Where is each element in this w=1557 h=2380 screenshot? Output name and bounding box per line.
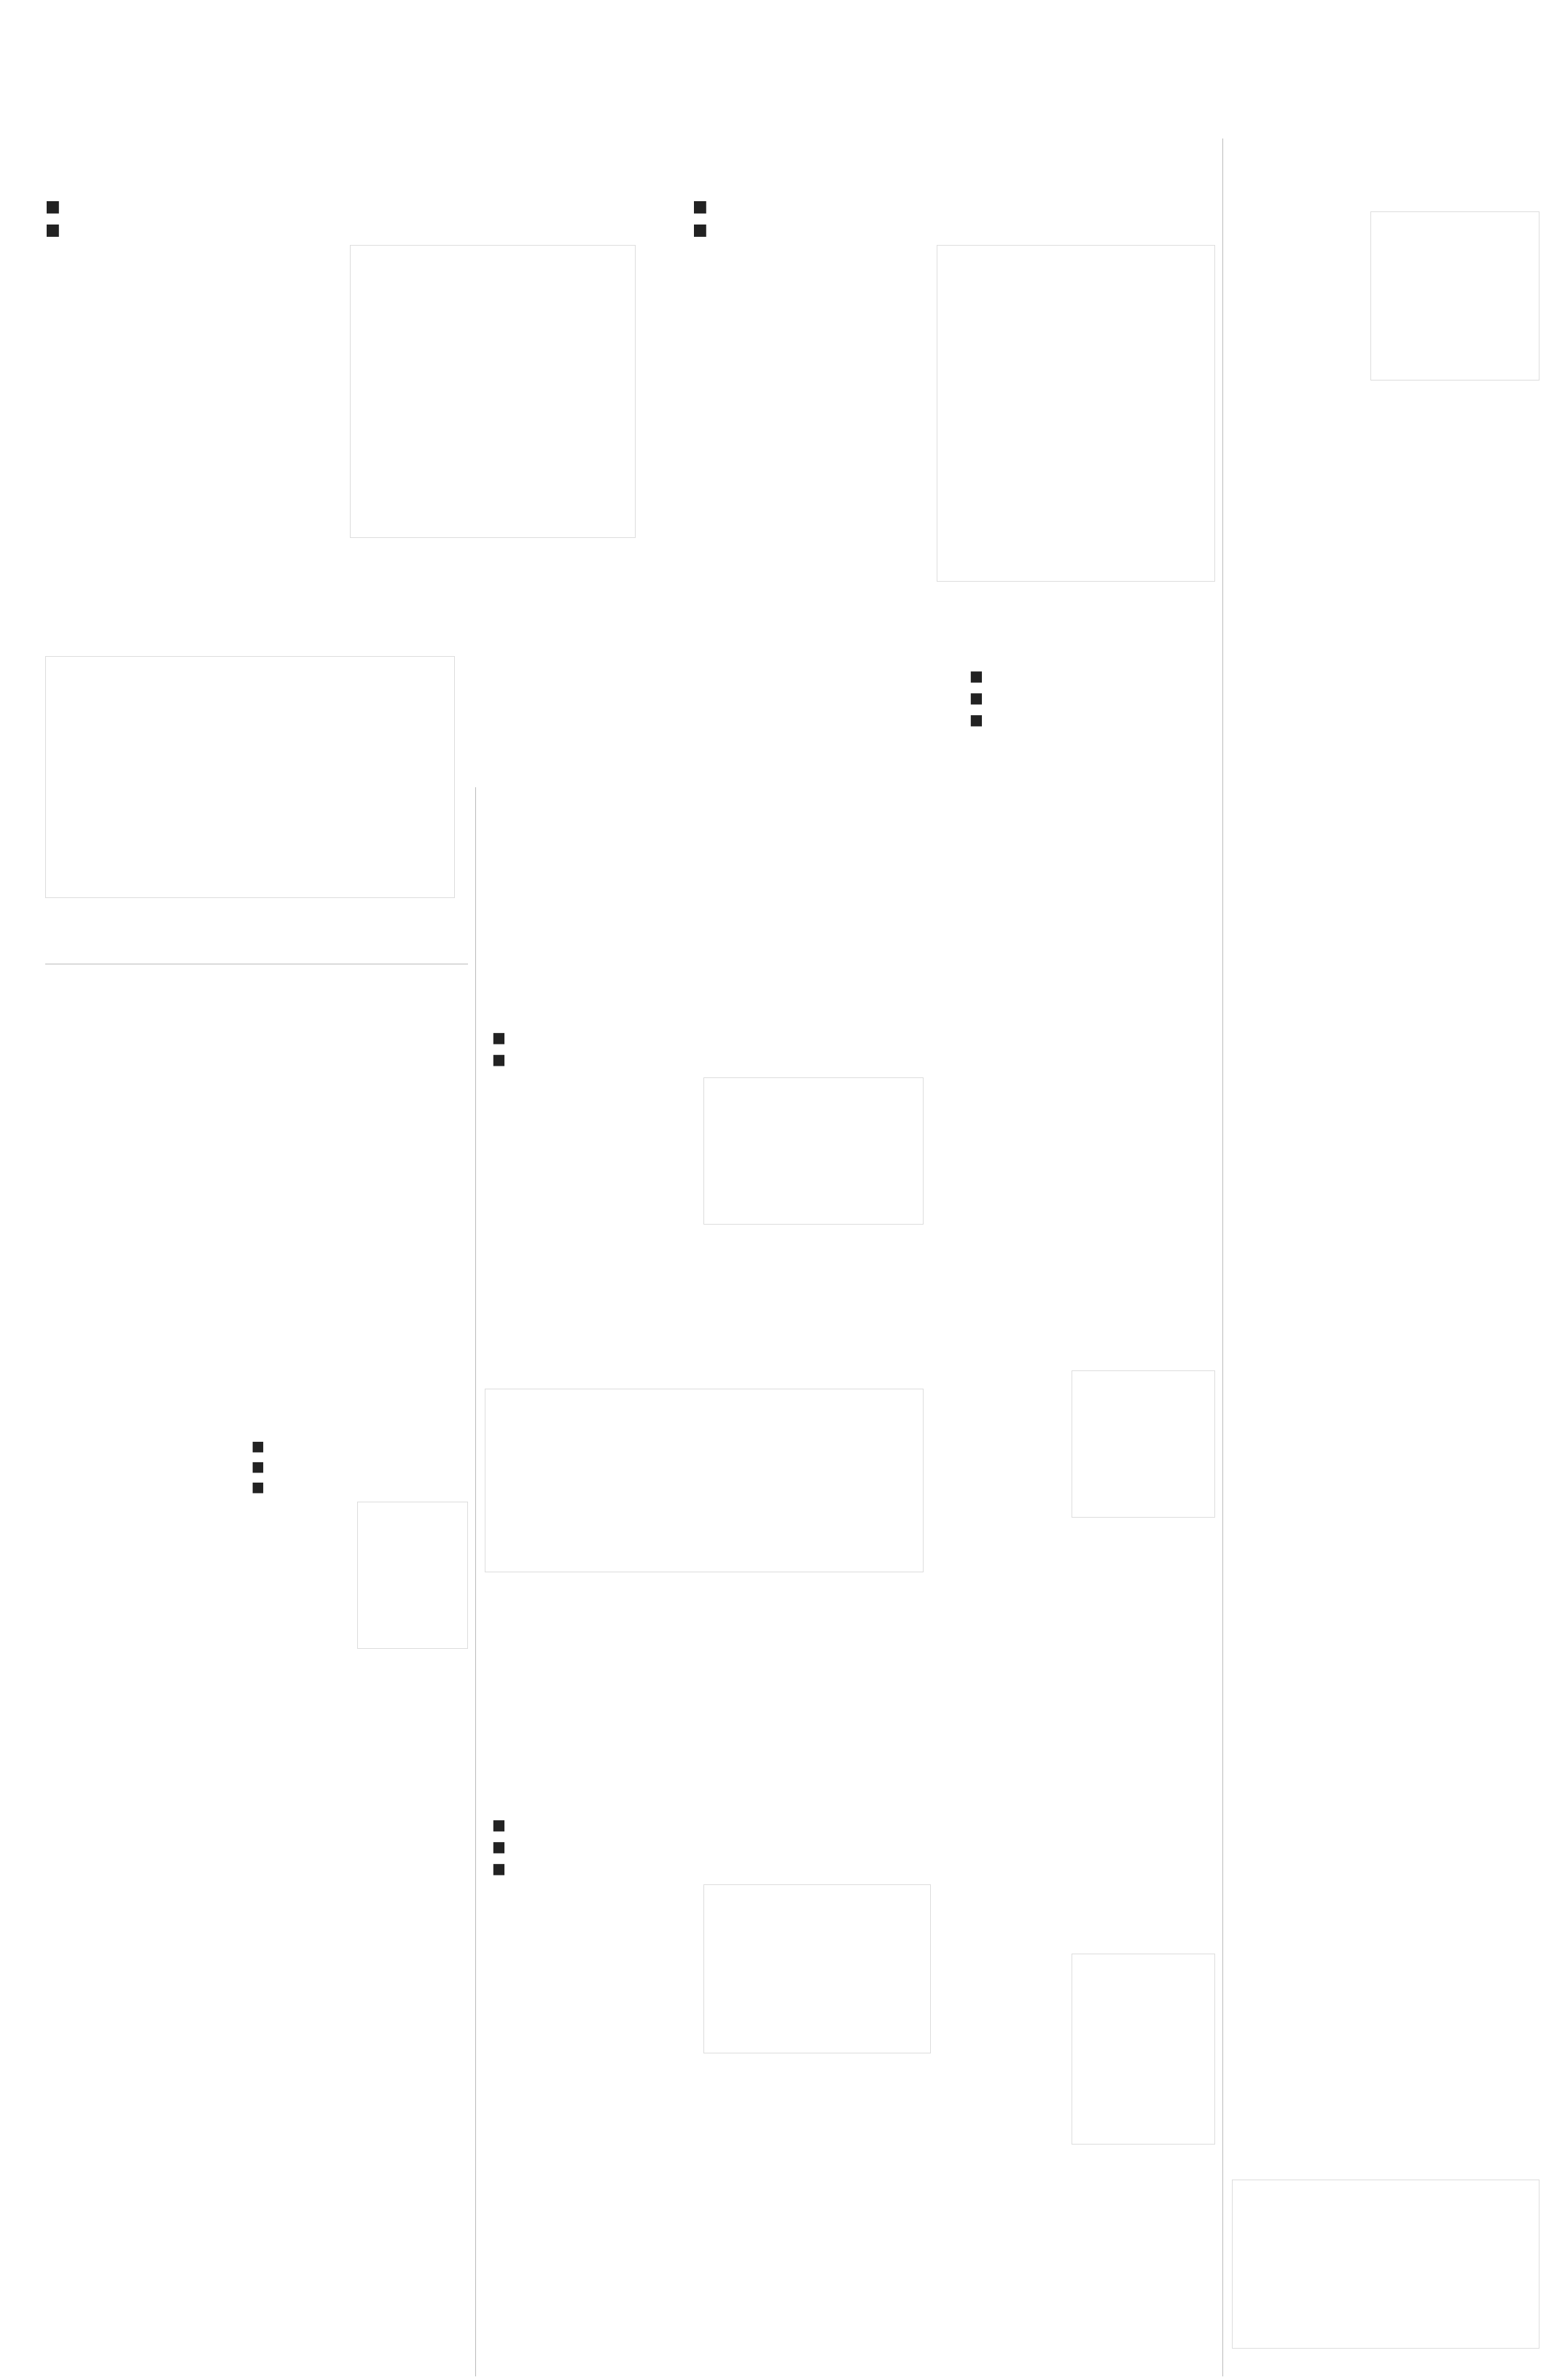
functions-body	[45, 2194, 468, 2285]
goshala-body	[685, 245, 926, 653]
brief-body	[1232, 2048, 1538, 2172]
right-top-photo	[1370, 211, 1540, 381]
fever-bullets	[251, 1436, 470, 1497]
govt-school-body	[485, 1077, 696, 1325]
right-top-body	[1232, 211, 1363, 430]
brief-body	[1232, 764, 1538, 902]
fever-bullet	[251, 1436, 470, 1456]
lead-bullet	[45, 219, 512, 242]
tati-photo	[1072, 1954, 1215, 2145]
dadi-photo	[703, 1884, 931, 2053]
dadi-bullet	[492, 1857, 929, 1879]
bottom-right-photo	[1232, 2180, 1540, 2349]
right-top-body-cont	[1232, 437, 1538, 671]
govt-school-bullet	[492, 1048, 784, 1070]
govt-school-bullet	[492, 1026, 784, 1048]
goshala-body-cont	[937, 583, 1214, 656]
apoorva-photo	[485, 1389, 924, 1572]
goshala-bullet	[692, 195, 1057, 219]
centre-body	[485, 835, 922, 959]
dadi-bullet	[492, 1835, 929, 1857]
goshala-bullet	[692, 219, 1057, 242]
fever-photo	[357, 1502, 468, 1649]
fever-body	[45, 1502, 242, 1881]
dadi-bullets	[492, 1814, 929, 1879]
banner-body	[922, 733, 1214, 813]
brief-body	[1232, 1542, 1538, 1680]
lead-photo	[350, 245, 636, 538]
nampally-body-cont	[933, 1542, 1214, 1881]
column-divider	[1222, 138, 1223, 2376]
lead-body	[45, 245, 344, 653]
column-divider	[475, 787, 476, 2376]
yadava-body	[933, 1101, 1214, 1298]
lead-bullet	[45, 195, 512, 219]
brief-body	[1232, 1720, 1538, 2005]
nampally-photo	[1072, 1370, 1215, 1518]
banner-bullet	[969, 665, 1210, 687]
tati-body	[933, 1954, 1064, 2077]
govt-school-photo	[703, 1077, 924, 1225]
goshala-bullets	[692, 195, 1057, 242]
fever-bullet	[251, 1477, 470, 1497]
vemulawada-body	[45, 1981, 468, 2098]
dadi-bullet	[492, 1814, 929, 1835]
lead-body-cont	[350, 576, 641, 656]
brief-body	[1232, 1334, 1538, 1509]
maganti-body	[45, 1035, 468, 1443]
banner-bullets	[969, 665, 1210, 730]
tati-body-cont	[933, 2085, 1064, 2318]
brief-body	[1232, 1152, 1538, 1305]
apoorva-body	[485, 1600, 922, 1746]
govt-school-body-cont	[703, 1268, 922, 1327]
fever-bullet	[251, 1456, 470, 1477]
autobolta-body	[485, 2341, 1214, 2376]
fever-body-col2	[251, 1502, 346, 1677]
banner-bullet	[969, 709, 1210, 730]
fever-body-col2-cont	[251, 1684, 467, 1881]
lead-bullets	[45, 195, 512, 242]
govt-school-bullets	[492, 1026, 784, 1070]
functions-note-body	[66, 2311, 459, 2352]
dadi-body	[485, 1884, 696, 2293]
left-photo	[45, 656, 455, 898]
nampally-body	[933, 1370, 1064, 1531]
dadi-body-cont	[703, 2063, 929, 2289]
banner-bullet	[969, 687, 1210, 709]
goshala-photo	[937, 245, 1215, 582]
